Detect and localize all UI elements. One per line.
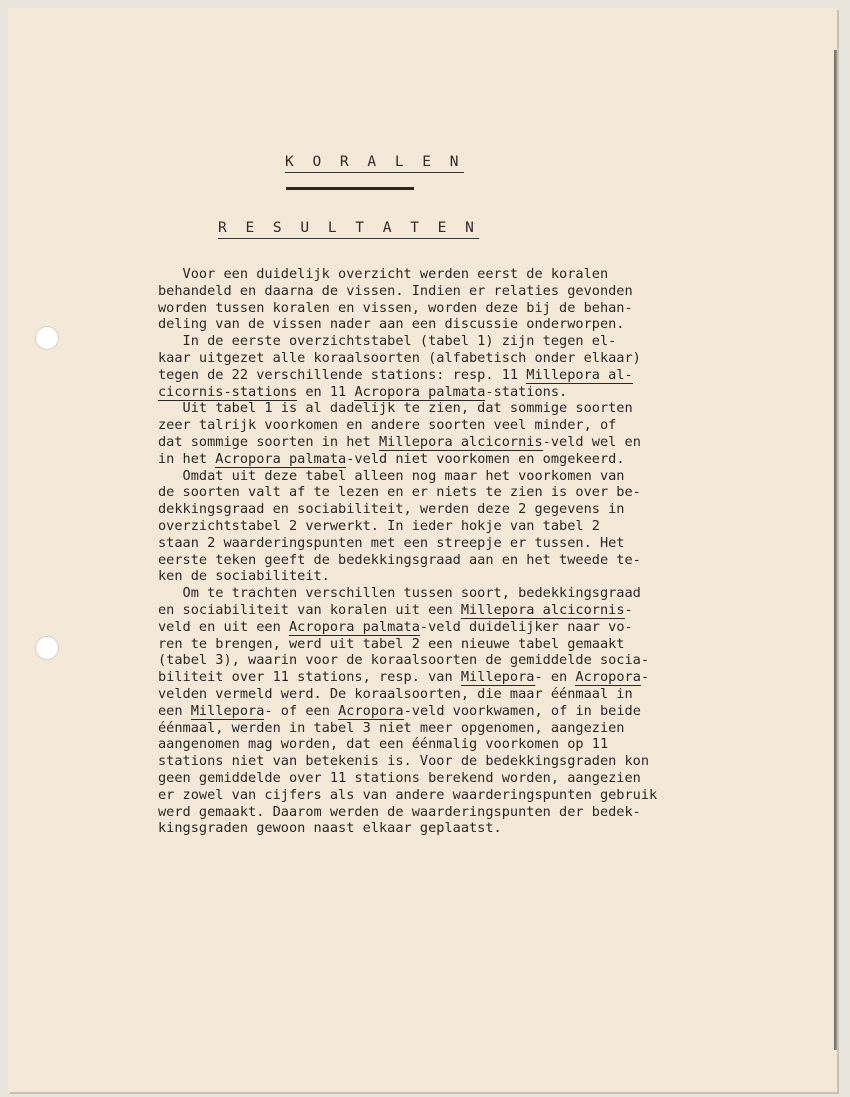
page-title: K O R A L E N (285, 154, 464, 170)
text-segment: in het (158, 450, 216, 467)
text-segment: de soorten valt af te lezen en er niets te zien is over be- (158, 484, 641, 501)
text-line (158, 535, 788, 552)
text-line (158, 585, 788, 602)
text-line (158, 434, 788, 451)
text-segment: er zowel van cijfers als van andere waarderingspunten gebruik (158, 786, 658, 803)
text-segment: ken de sociabiliteit. (158, 568, 330, 585)
text-line (158, 451, 788, 468)
text-line (158, 468, 788, 485)
text-segment: In de eerste overzichtstabel (tabel 1) zijn tegen el- (158, 333, 617, 350)
body-paragraphs (158, 266, 788, 837)
text-line (158, 652, 788, 669)
text-segment: staan 2 waarderingspunten met een streepje er tussen. Het (158, 534, 625, 551)
text-segment: dat sommige soorten in het (158, 433, 379, 450)
text-segment: -veld voorkwamen, of in beide (403, 702, 641, 719)
text-segment: - en (534, 669, 576, 686)
document-page (8, 8, 837, 1092)
text-segment: ren te brengen, werd uit tabel 2 een nieuwe tabel gemaakt (158, 635, 625, 652)
text-line (158, 283, 788, 300)
text-line (158, 484, 788, 501)
text-segment: deling van de vissen nader aan een discussie onderworpen. (158, 316, 625, 333)
underlined-taxon: Acropora palmata (288, 618, 420, 635)
text-segment: en sociabiliteit van koralen uit een (158, 601, 461, 618)
text-line (158, 400, 788, 417)
text-segment: kingsgraden gewoon naast elkaar geplaatst. (158, 820, 502, 837)
text-segment: eerste teken geeft de bedekkingsgraad aan en het tweede te- (158, 551, 641, 568)
text-line (158, 333, 788, 350)
text-line (158, 720, 788, 737)
text-segment: -stations. (485, 383, 568, 400)
text-segment: - (624, 601, 633, 618)
text-segment: een (158, 702, 191, 719)
text-line (158, 804, 788, 821)
text-segment: en 11 (297, 383, 355, 400)
text-segment: biliteit over 11 stations, resp. van (158, 669, 461, 686)
text-line (158, 501, 788, 518)
text-segment: dekkingsgraad en sociabiliteit, werden deze 2 gegevens in (158, 501, 625, 518)
text-line (158, 619, 788, 636)
text-segment: tegen de 22 verschillende stations: resp. 11 (158, 366, 527, 383)
text-line (158, 568, 788, 585)
text-segment: éénmaal, werden in tabel 3 niet meer opgenomen, aangezien (158, 719, 625, 736)
text-segment: aangenomen mag worden, dat een éénmalig voorkomen op 11 (158, 736, 609, 753)
text-segment: velden vermeld werd. De koraalsoorten, die maar éénmaal in (158, 685, 633, 702)
text-line (158, 300, 788, 317)
text-line (158, 686, 788, 703)
text-segment: -veld duidelijker naar vo- (419, 618, 633, 635)
text-segment: - (640, 669, 650, 686)
text-line (158, 602, 788, 619)
text-line (158, 753, 788, 770)
text-line (158, 367, 788, 384)
underlined-taxon: Millepora al- (526, 366, 633, 383)
text-line (158, 350, 788, 367)
text-segment: veld en uit een (158, 618, 289, 635)
punch-hole-bottom (35, 636, 59, 660)
underlined-taxon: Millepora alcicornis (460, 601, 625, 618)
text-segment: overzichtstabel 2 verwerkt. In ieder hokje van tabel 2 (158, 517, 600, 534)
text-segment: -veld niet voorkomen en omgekeerd. (346, 450, 625, 467)
underlined-taxon: Millepora (190, 702, 265, 719)
underlined-taxon: Millepora (460, 669, 535, 686)
page-edge-shadow (834, 50, 837, 1050)
text-segment: Voor een duidelijk overzicht werden eerst de koralen (158, 266, 609, 282)
text-segment: Om te trachten verschillen tussen soort, bedekkingsgraad (158, 585, 641, 602)
text-line (158, 787, 788, 804)
text-segment: Omdat uit deze tabel alleen nog maar het voorkomen van (158, 467, 625, 484)
underlined-taxon: cicornis-stations (158, 383, 298, 400)
text-segment: -veld wel en (542, 433, 641, 450)
text-segment: worden tussen koralen en vissen, worden deze bij de behan- (158, 299, 633, 316)
text-segment: kaar uitgezet alle koraalsoorten (alfabetisch onder elkaar) (158, 349, 641, 366)
text-segment: geen gemiddelde over 11 stations berekend worden, aangezien (158, 769, 641, 786)
text-line (158, 518, 788, 535)
underlined-taxon: Acropora (338, 702, 404, 719)
underlined-taxon: Millepora alcicornis (378, 433, 543, 450)
text-segment: zeer talrijk voorkomen en andere soorten veel minder, of (158, 417, 617, 434)
text-segment: Uit tabel 1 is al dadelijk te zien, dat sommige soorten (158, 400, 633, 417)
text-line (158, 703, 788, 720)
text-line (158, 669, 788, 686)
text-segment: stations niet van betekenis is. Voor de bedekkingsgraden kon (158, 753, 650, 770)
underlined-taxon: Acropora palmata (354, 383, 486, 400)
text-segment: (tabel 3), waarin voor de koraalsoorten de gemiddelde socia- (158, 652, 650, 669)
text-line (158, 384, 788, 401)
text-segment: behandeld en daarna de vissen. Indien er relaties gevonden (158, 282, 633, 299)
punch-hole-top (35, 326, 59, 350)
underlined-taxon: Acropora palmata (215, 450, 347, 467)
text-line (158, 820, 788, 837)
text-line (158, 636, 788, 653)
text-line (158, 770, 788, 787)
underlined-taxon: Acropora (575, 669, 641, 686)
text-line (158, 736, 788, 753)
title-double-rule (286, 187, 414, 190)
text-line (158, 316, 788, 333)
section-heading: R E S U L T A T E N (218, 220, 479, 236)
text-line (158, 552, 788, 569)
text-line (158, 417, 788, 434)
text-segment: werd gemaakt. Daarom werden de waarderingspunten der bedek- (158, 803, 641, 820)
text-line (158, 266, 788, 283)
text-segment: - of een (264, 702, 339, 719)
